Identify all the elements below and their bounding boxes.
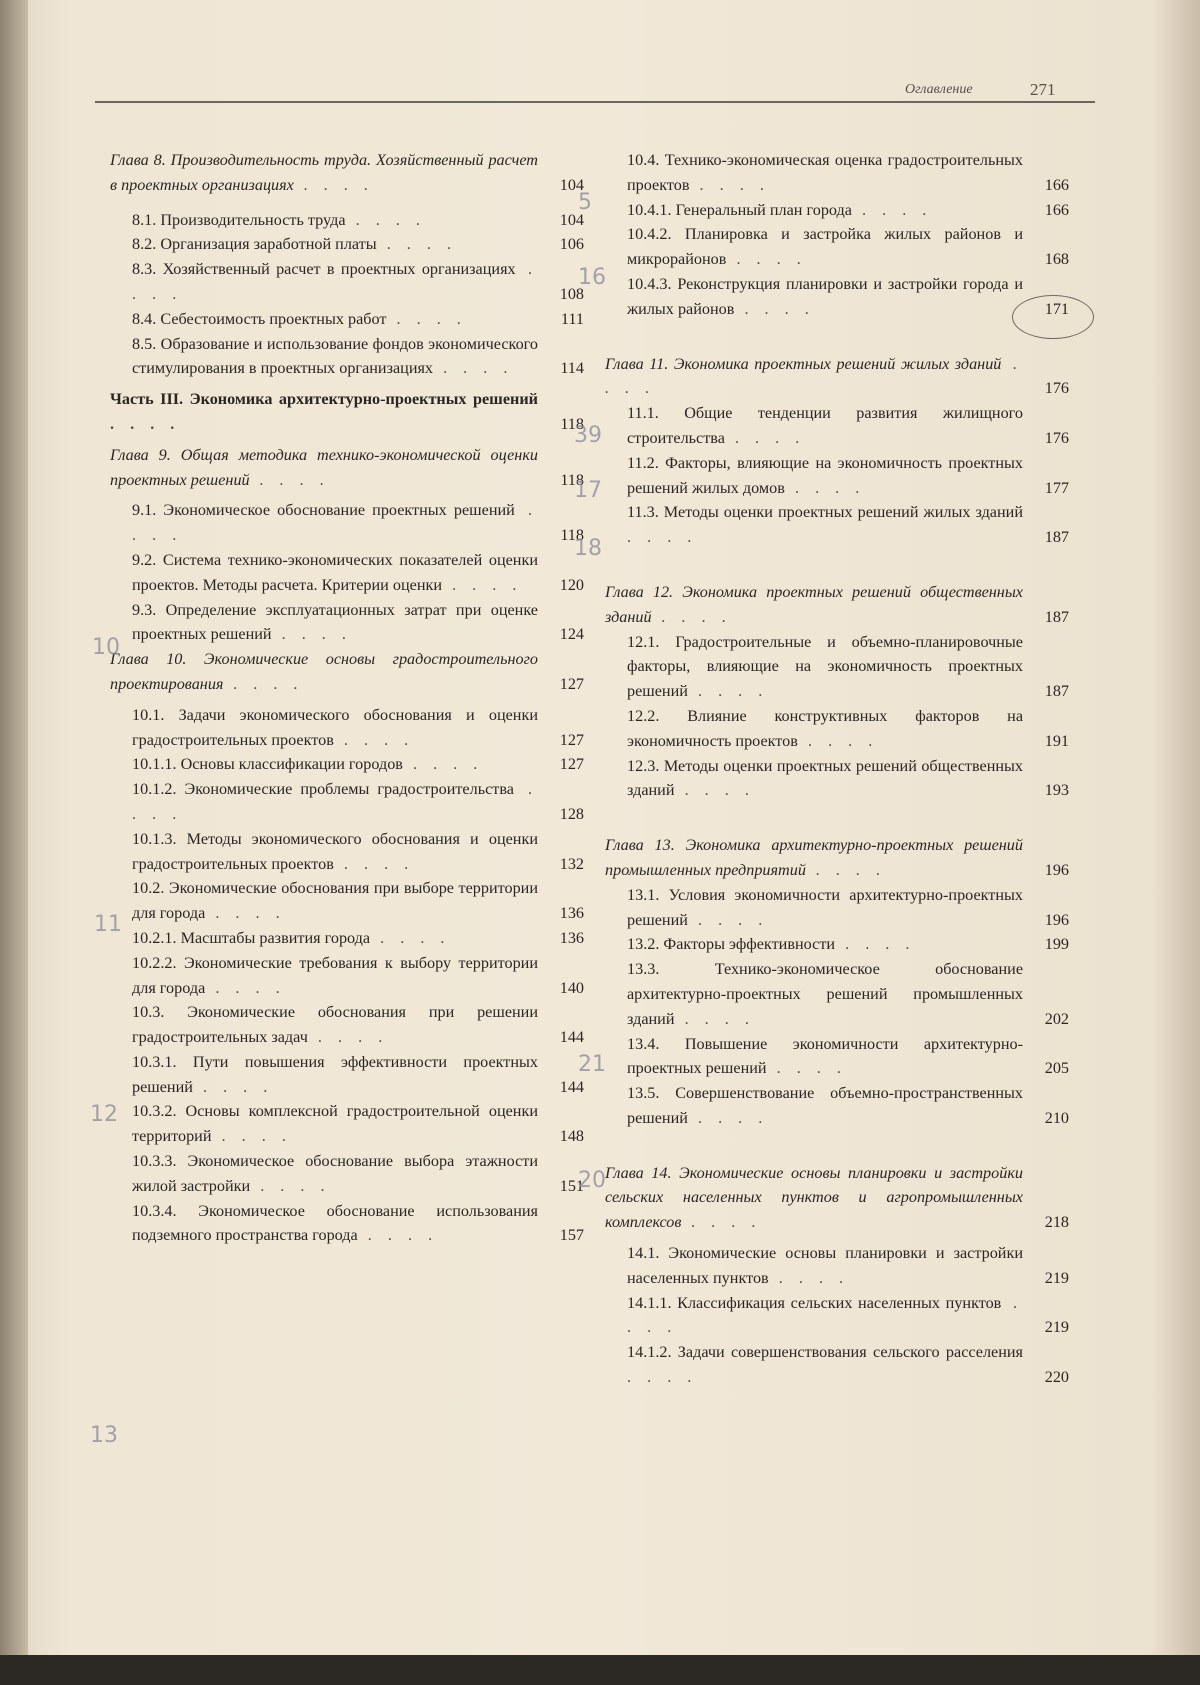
toc-entry-title: 8.5. Образование и использование фондов экономического стимулирования в проектных организациях . . . . (132, 334, 538, 378)
toc-entry-title: 8.3. Хозяйственный расчет в проектных организациях . . . . (132, 260, 539, 303)
toc-entry-page: 114 (560, 359, 584, 378)
pencil-mark: 13 (90, 1423, 118, 1448)
leader-dots: . . . . (797, 731, 879, 750)
leader-dots: . . . . (345, 210, 426, 229)
toc-entry-page: 191 (1044, 731, 1069, 750)
toc-entry-sec (110, 598, 590, 648)
toc-entry-page: 187 (1044, 682, 1069, 701)
leader-dots: . . . . (442, 575, 523, 594)
toc-entry-page: 176 (1044, 379, 1069, 398)
leader-dots: . . . . (681, 1213, 762, 1232)
toc-entry-title: Глава 14. Экономические основы планировки и застройки сельских населенных пунктов и агропромышленных комплексов . . . . (605, 1163, 1023, 1232)
toc-entry-chap (110, 148, 590, 198)
leader-dots: . . . . (726, 250, 807, 269)
toc-entry-page: 104 (559, 210, 584, 229)
toc-entry-title: 12.3. Методы оценки проектных решений общественных зданий . . . . (627, 756, 1023, 800)
toc-entry-title: Глава 10. Экономические основы градостроительного проектирования . . . . (110, 650, 538, 693)
scan-edge (0, 1655, 1200, 1685)
running-title: Оглавление (905, 82, 973, 97)
leader-dots: . . . . (223, 674, 304, 693)
toc-entry-title: 13.2. Факторы эффективности . . . . (627, 935, 916, 954)
toc-entry-page: 151 (559, 1176, 584, 1195)
toc-entry-title: Часть III. Экономика архитектурно-проектных решений . . . . (110, 390, 538, 433)
pencil-mark: 11 (94, 912, 122, 937)
toc-entry-page: 166 (1044, 175, 1069, 194)
toc-entry-page: 118 (560, 526, 584, 545)
toc-right-column (605, 148, 1075, 1390)
toc-entry-sec (110, 332, 590, 382)
toc-entry-page: 127 (559, 730, 584, 749)
pencil-mark: 16 (578, 265, 606, 290)
toc-entry-sec (605, 1340, 1075, 1390)
page-number: 271 (1030, 80, 1056, 99)
leader-dots: . . . . (376, 235, 458, 254)
toc-entry-page: 148 (559, 1127, 584, 1146)
toc-entry-page: 111 (560, 309, 584, 328)
leader-dots: . . . . (357, 1226, 439, 1245)
toc-entry-sec (605, 1032, 1075, 1082)
toc-entry-sec (110, 703, 590, 753)
toc-entry-title: Глава 12. Экономика проектных решений общественных зданий . . . . (605, 582, 1023, 626)
toc-entry-sec (605, 272, 1075, 322)
toc-entry-sec (605, 883, 1075, 933)
leader-dots: . . . . (724, 428, 806, 447)
leader-dots: . . . . (851, 200, 933, 219)
toc-entry-sec (110, 548, 590, 598)
toc-entry-title: 13.3. Технико-экономическое обоснование архитектурно-проектных решений промышленных зданий . . . . (627, 960, 1023, 1028)
toc-entry-title: 8.2. Организация заработной платы . . . . (132, 235, 458, 254)
pencil-circle-mark (1012, 295, 1094, 339)
toc-entry-chap (605, 833, 1075, 883)
toc-entry-page: 199 (1044, 935, 1069, 954)
leader-dots: . . . . (687, 682, 769, 701)
toc-entry-title: 10.3.4. Экономическое обоснование использования подземного пространства города . . . . (132, 1201, 538, 1245)
toc-entry-chap (605, 352, 1075, 402)
toc-entry-title: 11.3. Методы оценки проектных решений жилых зданий . . . . (627, 503, 1023, 547)
toc-entry-title: Глава 9. Общая методика технико-экономической оценки проектных решений . . . . (110, 445, 538, 489)
toc-entry-page: 127 (559, 674, 584, 693)
toc-entry-title: 10.3. Экономические обоснования при решении градостроительных задач . . . . (132, 1003, 538, 1047)
toc-entry-sec (110, 951, 590, 1001)
toc-entry-page: 218 (1044, 1213, 1069, 1232)
toc-entry-sec (110, 827, 590, 877)
toc-entry-sec (110, 1099, 590, 1149)
pencil-mark: 5 (578, 190, 592, 215)
leader-dots: . . . . (205, 978, 286, 997)
toc-entry-sec (110, 232, 590, 257)
leader-dots: . . . . (370, 928, 451, 947)
toc-entry-title: 9.2. Система технико-экономических показателей оценки проектов. Методы расчета. Критерии оценки . . . . (132, 550, 538, 594)
leader-dots: . . . . (250, 1176, 331, 1195)
leader-dots: . . . . (249, 470, 331, 489)
leader-dots: . . . . (386, 309, 467, 328)
toc-entry-title: 14.1.2. Задачи совершенствования сельского расселения . . . . (627, 1343, 1023, 1387)
leader-dots: . . . . (687, 1108, 769, 1127)
toc-entry-page: 193 (1044, 781, 1069, 800)
leader-dots: . . . . (605, 354, 1023, 398)
toc-entry-title: 8.1. Производительность труда . . . . (132, 210, 426, 229)
pencil-mark: 10 (92, 635, 120, 660)
toc-entry-sec (110, 752, 590, 777)
leader-dots: . . . . (674, 1009, 755, 1028)
leader-dots: . . . . (293, 175, 375, 194)
toc-entry-title: 10.1. Задачи экономического обоснования и оценки градостроительных проектов . . . . (132, 705, 538, 749)
toc-entry-page: 157 (559, 1226, 584, 1245)
toc-entry-page: 196 (1044, 910, 1069, 929)
toc-entry-page: 144 (559, 1028, 584, 1047)
toc-entry-title: 10.4.2. Планировка и застройка жилых районов и микрорайонов . . . . (627, 225, 1023, 269)
toc-entry-sec (110, 876, 590, 926)
toc-entry-title: 10.4. Технико-экономическая оценка градостроительных проектов . . . . (627, 151, 1023, 194)
toc-entry-title: 10.1.3. Методы экономического обоснования и оценки градостроительных проектов . . . . (132, 829, 538, 873)
leader-dots: . . . . (132, 780, 539, 823)
leader-dots: . . . . (674, 781, 755, 800)
toc-entry-sec (605, 1241, 1075, 1291)
toc-entry-title: 11.2. Факторы, влияющие на экономичность проектных решений жилых домов . . . . (627, 453, 1023, 497)
toc-entry-page: 202 (1044, 1009, 1069, 1028)
toc-entry-page: 205 (1044, 1059, 1069, 1078)
toc-entry-page: 210 (1044, 1108, 1069, 1127)
toc-entry-page: 219 (1044, 1318, 1069, 1337)
toc-entry-page: 118 (560, 470, 584, 489)
pencil-mark: 12 (90, 1102, 118, 1127)
toc-entry-page: 168 (1044, 250, 1069, 269)
toc-entry-page: 196 (1044, 860, 1069, 879)
pencil-mark: 18 (574, 536, 602, 561)
toc-entry-page: 171 (1044, 299, 1069, 318)
toc-entry-page: 220 (1044, 1368, 1069, 1387)
leader-dots: . . . . (192, 1077, 274, 1096)
toc-entry-page: 104 (559, 175, 584, 194)
leader-dots: . . . . (433, 359, 514, 378)
leader-dots: . . . . (689, 175, 770, 194)
header-rule (95, 101, 1095, 103)
toc-entry-title: 13.4. Повышение экономичности архитектурно-проектных решений . . . . (627, 1034, 1023, 1078)
toc-entry-title: 10.3.2. Основы комплексной градостроительной оценки территорий . . . . (132, 1102, 538, 1146)
leader-dots: . . . . (687, 910, 769, 929)
toc-entry-page: 176 (1044, 428, 1069, 447)
toc-entry-page: 127 (559, 755, 584, 774)
leader-dots: . . . . (132, 501, 539, 545)
toc-entry-sec (110, 1000, 590, 1050)
toc-entry-page: 219 (1044, 1268, 1069, 1287)
leader-dots: . . . . (627, 528, 698, 547)
toc-entry-sec (605, 148, 1075, 198)
leader-dots: . . . . (734, 299, 815, 318)
toc-entry-sec (110, 1149, 590, 1199)
leader-dots: . . . . (110, 414, 181, 433)
toc-entry-page: 144 (559, 1077, 584, 1096)
toc-entry-page: 128 (559, 804, 584, 823)
leader-dots: . . . . (271, 625, 352, 644)
toc-entry-sec (110, 307, 590, 332)
toc-entry-title: Глава 11. Экономика проектных решений жилых зданий . . . . (605, 354, 1023, 398)
toc-entry-chap (605, 1161, 1075, 1235)
leader-dots: . . . . (768, 1268, 850, 1287)
leader-dots: . . . . (205, 904, 286, 923)
toc-entry-page: 132 (559, 854, 584, 873)
toc-entry-chap (110, 647, 590, 697)
book-binding (0, 0, 28, 1685)
toc-entry-title: 12.2. Влияние конструктивных факторов на экономичность проектов . . . . (627, 706, 1023, 750)
toc-entry-sec (605, 500, 1075, 550)
toc-entry-page: 136 (559, 928, 584, 947)
toc-entry-title: 14.1.1. Классификация сельских населенных пунктов . . . . (627, 1293, 1024, 1337)
toc-entry-sec (605, 222, 1075, 272)
toc-entry-sec (110, 1050, 590, 1100)
toc-entry-title: 10.4.1. Генеральный план города . . . . (627, 200, 933, 219)
toc-entry-sec (605, 754, 1075, 804)
leader-dots: . . . . (307, 1028, 389, 1047)
toc-entry-sec (605, 932, 1075, 957)
toc-entry-page: 177 (1044, 478, 1069, 497)
toc-entry-page: 108 (559, 284, 584, 303)
toc-entry-page: 136 (559, 904, 584, 923)
leader-dots: . . . . (784, 478, 866, 497)
toc-entry-sec (110, 498, 590, 548)
toc-entry-sec (605, 401, 1075, 451)
toc-entry-page: 118 (560, 414, 584, 433)
leader-dots: . . . . (333, 730, 415, 749)
toc-entry-page: 187 (1044, 528, 1069, 547)
toc-entry-title: 9.3. Определение эксплуатационных затрат при оценке проектных решений . . . . (132, 600, 538, 644)
leader-dots: . . . . (132, 260, 539, 303)
toc-entry-title: 10.2.2. Экономические требования к выбору территории для города . . . . (132, 953, 538, 997)
toc-entry-sec (605, 451, 1075, 501)
toc-entry-title: 10.1.2. Экономические проблемы градостроительства . . . . (132, 780, 539, 823)
leader-dots: . . . . (211, 1127, 292, 1146)
toc-entry-title: Глава 8. Производительность труда. Хозяйственный расчет в проектных организациях . . . . (110, 151, 538, 194)
toc-entry-part (110, 387, 590, 437)
toc-entry-title: 10.1.1. Основы классификации городов . . . . (132, 755, 484, 774)
toc-entry-title: 8.4. Себестоимость проектных работ . . . . (132, 309, 467, 328)
toc-entry-page: 106 (559, 235, 584, 254)
pencil-mark: 17 (574, 478, 602, 503)
toc-left-column (110, 148, 590, 1248)
leader-dots: . . . . (766, 1059, 847, 1078)
leader-dots: . . . . (805, 860, 887, 879)
toc-entry-title: 12.1. Градостроительные и объемно-планировочные факторы, влияющие на экономичность проектных решений . . . . (627, 632, 1023, 701)
toc-entry-title: 13.5. Совершенствование объемно-пространственных решений . . . . (627, 1084, 1023, 1127)
leader-dots: . . . . (402, 755, 484, 774)
toc-entry-chap (110, 443, 590, 493)
toc-entry-sec (605, 630, 1075, 704)
toc-entry-title: 9.1. Экономическое обоснование проектных решений . . . . (132, 501, 539, 545)
pencil-mark: 20 (578, 1168, 606, 1193)
toc-entry-sec (110, 257, 590, 307)
toc-entry-sec (110, 926, 590, 951)
toc-entry-title: Глава 13. Экономика архитектурно-проектных решений промышленных предприятий . . . . (605, 836, 1023, 879)
toc-entry-title: 11.1. Общие тенденции развития жилищного строительства . . . . (627, 404, 1023, 447)
toc-entry-title: 10.2. Экономические обоснования при выборе территории для города . . . . (132, 879, 538, 923)
leader-dots: . . . . (333, 854, 415, 873)
toc-entry-sec (605, 1291, 1075, 1341)
toc-entry-title: 13.1. Условия экономичности архитектурно-проектных решений . . . . (627, 885, 1023, 929)
toc-entry-title: 10.3.1. Пути повышения эффективности проектных решений . . . . (132, 1052, 538, 1096)
leader-dots: . . . . (835, 935, 916, 954)
toc-entry-sec (110, 208, 590, 233)
toc-entry-chap (605, 580, 1075, 630)
toc-entry-title: 10.4.3. Реконструкция планировки и застройки города и жилых районов . . . . (627, 274, 1023, 318)
toc-entry-page: 140 (559, 978, 584, 997)
toc-entry-sec (605, 198, 1075, 223)
toc-entry-sec (110, 777, 590, 827)
toc-entry-sec (605, 704, 1075, 754)
pencil-mark: 39 (574, 423, 602, 448)
toc-entry-title: 14.1. Экономические основы планировки и застройки населенных пунктов . . . . (627, 1244, 1023, 1287)
pencil-mark: 21 (578, 1052, 606, 1077)
toc-entry-page: 124 (559, 625, 584, 644)
toc-entry-sec (605, 1081, 1075, 1131)
toc-entry-title: 10.2.1. Масштабы развития города . . . . (132, 928, 451, 947)
toc-entry-page: 120 (559, 575, 584, 594)
leader-dots: . . . . (627, 1368, 698, 1387)
toc-entry-title: 10.3.3. Экономическое обоснование выбора этажности жилой застройки . . . . (132, 1152, 538, 1195)
toc-entry-sec (605, 957, 1075, 1031)
leader-dots: . . . . (651, 607, 732, 626)
toc-entry-page: 166 (1044, 200, 1069, 219)
toc-entry-page: 187 (1044, 607, 1069, 626)
leader-dots: . . . . (627, 1293, 1024, 1337)
toc-entry-sec (110, 1199, 590, 1249)
